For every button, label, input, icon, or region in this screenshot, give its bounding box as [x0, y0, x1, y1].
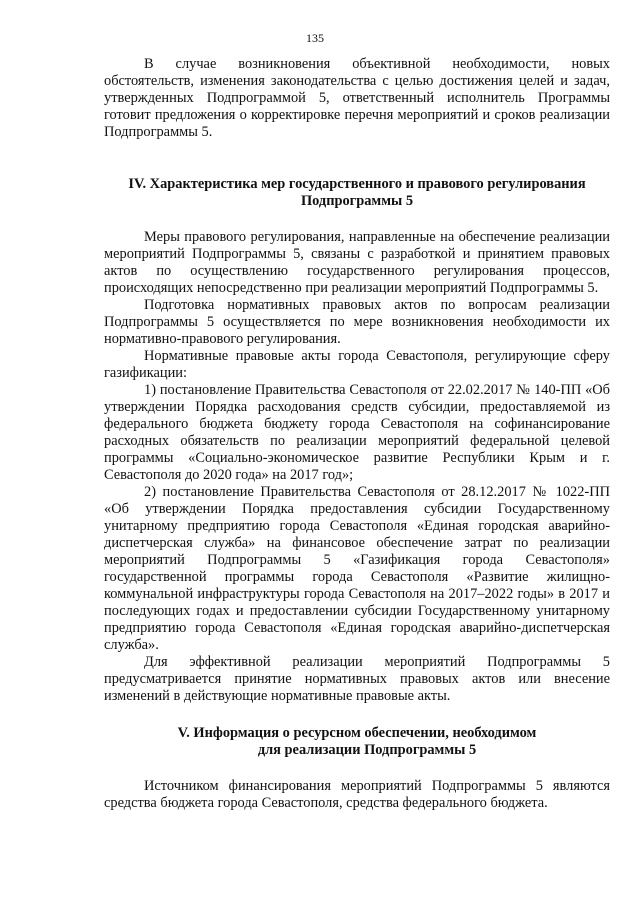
section-4-body — [104, 229, 610, 705]
intro-paragraph: В случае возникновения объективной необходимости, новых обстоятельств, изменения законодательства с целью достижения целей и задач, утвержденных Подпрограммой 5, ответственный исполнитель Программы готовит предложения о корректировке перечня мероприятий и сроков реализации Подпрограммы 5. — [104, 56, 610, 140]
section-4-heading: IV. Характеристика мер государственного и правового регулирования Подпрограммы 5 — [128, 176, 586, 209]
section-4-paragraph: Меры правового регулирования, направленные на обеспечение реализации мероприятий Подпрограммы 5, связаны с разработкой и принятием правовых актов по осуществлению государственного регулирования процессов, происходящих непосредственно при реализации мероприятий Подпрограммы 5. — [104, 229, 610, 296]
page-number: 135 — [306, 31, 324, 45]
section-4-paragraph: Для эффективной реализации мероприятий Подпрограммы 5 предусматривается принятие нормативных правовых актов или внесение изменений в действующие нормативные правовые акты. — [104, 654, 610, 704]
section-5-heading-line2: для реализации Подпрограммы 5 — [257, 742, 477, 758]
section-4-list-item: 1) постановление Правительства Севастополя от 22.02.2017 № 140-ПП «Об утверждении Порядка расходования средств субсидии, предоставляемой из федерального бюджета бюджету города Севастополя на софинансирование расходных обязательств по реализации мероприятий федеральной целевой программы «Социально-экономическое развитие Республики Крым и г. Севастополя до 2020 года» на 2017 год»; — [104, 382, 610, 483]
section-4-paragraph: Подготовка нормативных правовых актов по вопросам реализации Подпрограммы 5 осуществляется по мере возникновения необходимости их нормативно-правового регулирования. — [104, 297, 610, 347]
document-body — [104, 56, 610, 812]
section-5-heading-line1: V. Информация о ресурсном обеспечении, необходимом — [177, 725, 537, 741]
section-5-paragraph: Источником финансирования мероприятий Подпрограммы 5 являются средства бюджета города Севастополя, средства федерального бюджета. — [104, 778, 610, 811]
section-5-heading — [104, 725, 610, 759]
section-4-list-item: 2) постановление Правительства Севастополя от 28.12.2017 № 1022-ПП «Об утверждении Порядка предоставления субсидии Государственному унитарному предприятию города Севастополя «Единая городская аварийно-диспетчерская служба» на финансовое обеспечение затрат по реализации мероприятий Подпрограммы 5 «Газификация города Севастополя» государственной программы города Севастополя «Развитие жилищно-коммунальной инфраструктуры города Севастополя на 2017–2022 годы» в 2017 и последующих годах и предоставлении субсидии Государственному унитарному предприятию города Севастополя «Единая городская аварийно-диспетчерская служба». — [104, 484, 610, 653]
section-4-paragraph: Нормативные правовые акты города Севастополя, регулирующие сферу газификации: — [104, 348, 610, 381]
